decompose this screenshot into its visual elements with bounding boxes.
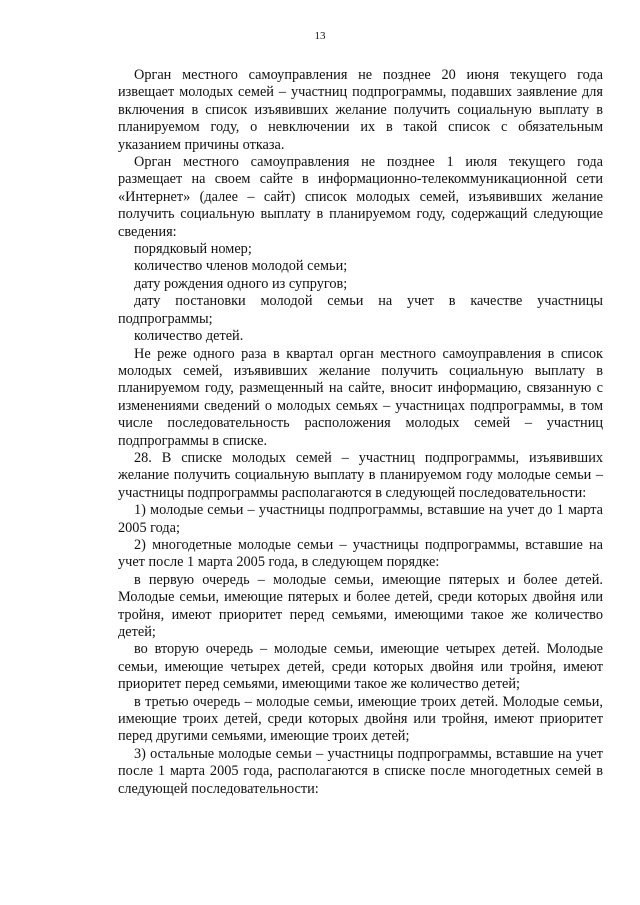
paragraph: 3) остальные молодые семьи – участницы подпрограммы, вставшие на учет после 1 марта 2005 года, располагаются в списке после многодетных семей в следующей последовательности:: [118, 745, 603, 797]
paragraph: Орган местного самоуправления не позднее 20 июня текущего года извещает молодых семей – участниц подпрограммы, подавших заявление для включения в список изъявивших желание получить социальную выплату в планируемом году, о невключении их в такой список с обязательным указанием причины отказа.: [118, 67, 603, 153]
paragraph: в третью очередь – молодые семьи, имеющие троих детей. Молодые семьи, имеющие троих детей, среди которых двойня или тройня, имеют приоритет перед другими семьями, имеющие троих детей;: [118, 693, 603, 745]
list-item: дату постановки молодой семьи на учет в качестве участницы подпрограммы;: [118, 293, 603, 327]
list-item: количество детей.: [134, 328, 244, 345]
paragraph: 28. В списке молодых семей – участниц подпрограммы, изъявивших желание получить социальную выплату в планируемом году молодые семьи – участницы подпрограммы располагаются в следующей последовательности:: [118, 449, 603, 501]
page-number: 13: [314, 30, 326, 42]
list-item: количество членов молодой семьи;: [134, 258, 348, 275]
paragraph: Орган местного самоуправления не позднее 1 июля текущего года размещает на своем сайте в информационно-телекоммуникационной сети «Интернет» (далее – сайт) список молодых семей, изъявивших желание получить социальную выплату в планируемом году, содержащий следующие сведения:: [118, 154, 603, 240]
document-body: [118, 67, 603, 798]
paragraph: в первую очередь – молодые семьи, имеющие пятерых и более детей. Молодые семьи, имеющие пятерых и более детей, среди которых двойня или тройня, имеют приоритет перед семьями, имеющими такое же количество детей;: [118, 571, 603, 640]
list-item: порядковый номер;: [134, 241, 252, 258]
paragraph: во вторую очередь – молодые семьи, имеющие четырех детей. Молодые семьи, имеющие четырех детей, среди которых двойня или тройня, имеют приоритет перед семьями, имеющими такое же количество детей;: [118, 641, 603, 693]
paragraph: 2) многодетные молодые семьи – участницы подпрограммы, вставшие на учет после 1 марта 2005 года, в следующем порядке:: [118, 536, 603, 571]
list-item: дату рождения одного из супругов;: [134, 275, 348, 292]
paragraph: Не реже одного раза в квартал орган местного самоуправления в список молодых семей, изъявивших желание получить социальную выплату в планируемом году, размещенный на сайте, вносит информацию, связанную с изменениями сведений о молодых семьях – участницах подпрограммы, в том числе последовательность расположения молодых семей – участниц подпрограммы в списке.: [118, 345, 603, 449]
paragraph: 1) молодые семьи – участницы подпрограммы, вставшие на учет до 1 марта 2005 года;: [118, 502, 603, 536]
